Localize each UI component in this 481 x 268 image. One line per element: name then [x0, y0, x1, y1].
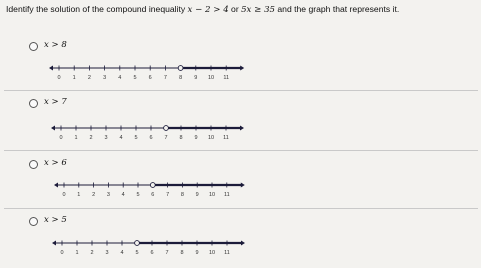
question-text	[6, 4, 476, 16]
option-c-label: x > 6	[44, 158, 67, 168]
divider	[4, 150, 478, 151]
tick-label: 1	[74, 135, 78, 141]
tick-label: 6	[151, 192, 155, 198]
answer-option-b[interactable]	[0, 94, 481, 150]
tick-label: 7	[164, 135, 168, 141]
radio-button-b[interactable]	[29, 99, 38, 108]
option-d-label: x > 5	[44, 215, 67, 225]
inequality-2: 5x ≥ 35	[241, 5, 276, 15]
radio-button-c[interactable]	[29, 160, 38, 169]
radio-button-a[interactable]	[29, 42, 38, 51]
tick-label: 7	[163, 75, 167, 81]
tick-label: 0	[60, 250, 64, 256]
tick-label: 3	[105, 250, 109, 256]
tick-label: 3	[106, 192, 110, 198]
option-b-label: x > 7	[44, 97, 67, 107]
left-arrow-icon	[54, 183, 58, 188]
tick-label: 9	[194, 75, 198, 81]
or-word: or	[228, 4, 242, 14]
tick-label: 5	[134, 135, 138, 141]
number-line-c	[50, 179, 240, 201]
tick-label: 2	[87, 75, 91, 81]
tick-label: 1	[75, 250, 79, 256]
tick-label: 11	[224, 250, 230, 256]
tick-label: 5	[136, 192, 140, 198]
tick-label: 2	[92, 192, 96, 198]
tick-label: 1	[72, 75, 76, 81]
inequality-1: x − 2 > 4	[187, 5, 229, 15]
tick-label: 11	[223, 135, 229, 141]
left-arrow-icon	[49, 66, 53, 71]
radio-button-d[interactable]	[29, 217, 38, 226]
divider	[4, 208, 478, 209]
tick-label: 11	[223, 192, 230, 198]
tick-label: 9	[194, 135, 198, 141]
tick-label: 10	[207, 75, 215, 81]
question-suffix: and the graph that represents it.	[275, 4, 400, 14]
tick-label: 0	[57, 75, 61, 81]
left-arrow-icon	[52, 241, 56, 246]
open-circle-marker	[150, 183, 155, 188]
answer-option-d[interactable]	[0, 212, 481, 268]
tick-label: 10	[207, 135, 215, 141]
tick-label: 6	[150, 250, 154, 256]
question-prefix: Identify the solution of the compound inequality	[6, 4, 188, 14]
tick-label: 9	[195, 192, 199, 198]
tick-label: 6	[148, 75, 152, 81]
tick-label: 4	[118, 75, 122, 81]
tick-label: 4	[120, 250, 124, 256]
tick-label: 0	[59, 135, 63, 141]
tick-label: 8	[180, 250, 184, 256]
tick-label: 6	[149, 135, 153, 141]
tick-label: 7	[165, 250, 169, 256]
open-circle-marker	[135, 241, 140, 246]
tick-label: 11	[223, 75, 230, 81]
tick-label: 3	[104, 135, 108, 141]
tick-label: 5	[135, 250, 139, 256]
tick-label: 8	[179, 135, 183, 141]
tick-label: 2	[89, 135, 93, 141]
tick-label: 8	[180, 192, 184, 198]
tick-label: 2	[90, 250, 94, 256]
open-circle-marker	[164, 126, 169, 131]
number-line-b	[50, 122, 240, 144]
tick-label: 4	[121, 192, 125, 198]
tick-label: 4	[119, 135, 123, 141]
option-a-label: x > 8	[44, 40, 67, 50]
divider	[4, 90, 478, 91]
number-line-a	[50, 62, 240, 84]
tick-label: 3	[103, 75, 107, 81]
answer-option-c[interactable]	[0, 155, 481, 211]
tick-label: 7	[166, 192, 170, 198]
tick-label: 8	[179, 75, 183, 81]
number-line-d	[50, 237, 240, 259]
tick-label: 1	[77, 192, 81, 198]
tick-label: 10	[208, 250, 216, 256]
tick-label: 0	[62, 192, 66, 198]
left-arrow-icon	[51, 126, 55, 131]
tick-label: 5	[133, 75, 137, 81]
tick-label: 10	[208, 192, 216, 198]
answer-option-a[interactable]	[0, 36, 481, 92]
open-circle-marker	[178, 66, 183, 71]
tick-label: 9	[195, 250, 199, 256]
